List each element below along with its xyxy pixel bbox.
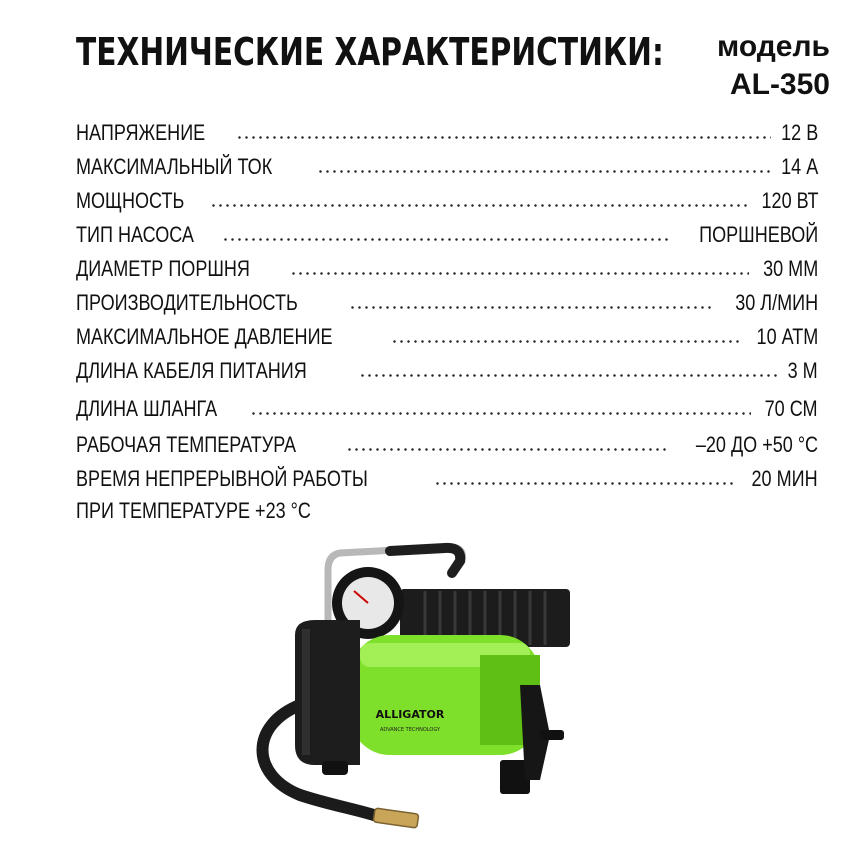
spec-list: [76, 118, 818, 530]
spec-value: –20 ДО +50 °С: [695, 432, 818, 457]
model-label: модель: [717, 30, 830, 63]
spec-label: ТИП НАСОСА: [76, 222, 194, 247]
spec-value: 120 ВТ: [761, 188, 818, 213]
spec-label: НАПРЯЖЕНИЕ: [76, 120, 206, 145]
spec-row: [76, 322, 818, 356]
spec-row: [76, 220, 818, 254]
foot: [322, 761, 348, 775]
spec-label: МАКСИМАЛЬНЫЙ ТОК: [76, 154, 273, 179]
dot-leader: [346, 430, 667, 452]
spec-row: [76, 186, 818, 220]
spec-value: ПОРШНЕВОЙ: [698, 222, 818, 247]
dot-leader: [349, 288, 715, 310]
dot-leader: [222, 220, 671, 242]
spec-row: [76, 288, 818, 322]
spec-label: МОЩНОСТЬ: [76, 188, 185, 213]
spec-row: [76, 152, 818, 186]
brand-logo: ALLIGATOR: [375, 708, 445, 721]
spec-row: [76, 356, 818, 394]
spec-value: 10 АТМ: [756, 324, 818, 349]
spec-row: [76, 254, 818, 288]
dot-leader: [250, 394, 751, 416]
dot-leader: [434, 464, 735, 486]
spec-value: 12 В: [780, 120, 818, 145]
spec-value: 30 Л/МИН: [735, 290, 818, 315]
spec-value: 3 М: [787, 358, 818, 383]
spec-label: ДЛИНА ШЛАНГА: [76, 396, 218, 421]
spec-label: ДИАМЕТР ПОРШНЯ: [76, 256, 250, 281]
spec-value: 14 А: [780, 154, 818, 179]
dot-leader: [317, 152, 770, 174]
model-block: [717, 28, 830, 104]
page-title: ТЕХНИЧЕСКИЕ ХАРАКТЕРИСТИКИ:: [76, 30, 664, 74]
dot-leader: [359, 356, 779, 378]
spec-row: [76, 394, 818, 430]
spec-label: ВРЕМЯ НЕПРЕРЫВНОЙ РАБОТЫ: [76, 466, 368, 491]
spec-row: [76, 430, 818, 464]
spec-label: РАБОЧАЯ ТЕМПЕРАТУРА: [76, 432, 297, 457]
hose-nozzle: [373, 808, 419, 828]
compressor-image: [240, 525, 600, 845]
spec-row: [76, 118, 818, 152]
spec-row: [76, 464, 818, 498]
spec-value: 20 МИН: [751, 466, 818, 491]
dot-leader: [290, 254, 749, 276]
dot-leader: [210, 186, 746, 208]
model-name: AL-350: [729, 68, 830, 101]
dot-leader: [391, 322, 741, 344]
svg-text:ADVANCE TECHNOLOGY: ADVANCE TECHNOLOGY: [379, 727, 441, 733]
spec-note: ПРИ ТЕМПЕРАТУРЕ +23 °С: [76, 498, 311, 523]
spec-value: 30 ММ: [762, 256, 818, 281]
spec-value: 70 СМ: [765, 396, 818, 421]
spec-label: ДЛИНА КАБЕЛЯ ПИТАНИЯ: [76, 358, 307, 383]
spec-label: ПРОИЗВОДИТЕЛЬНОСТЬ: [76, 290, 298, 315]
spec-label: МАКСИМАЛЬНОЕ ДАВЛЕНИЕ: [76, 324, 333, 349]
dot-leader: [236, 118, 771, 140]
